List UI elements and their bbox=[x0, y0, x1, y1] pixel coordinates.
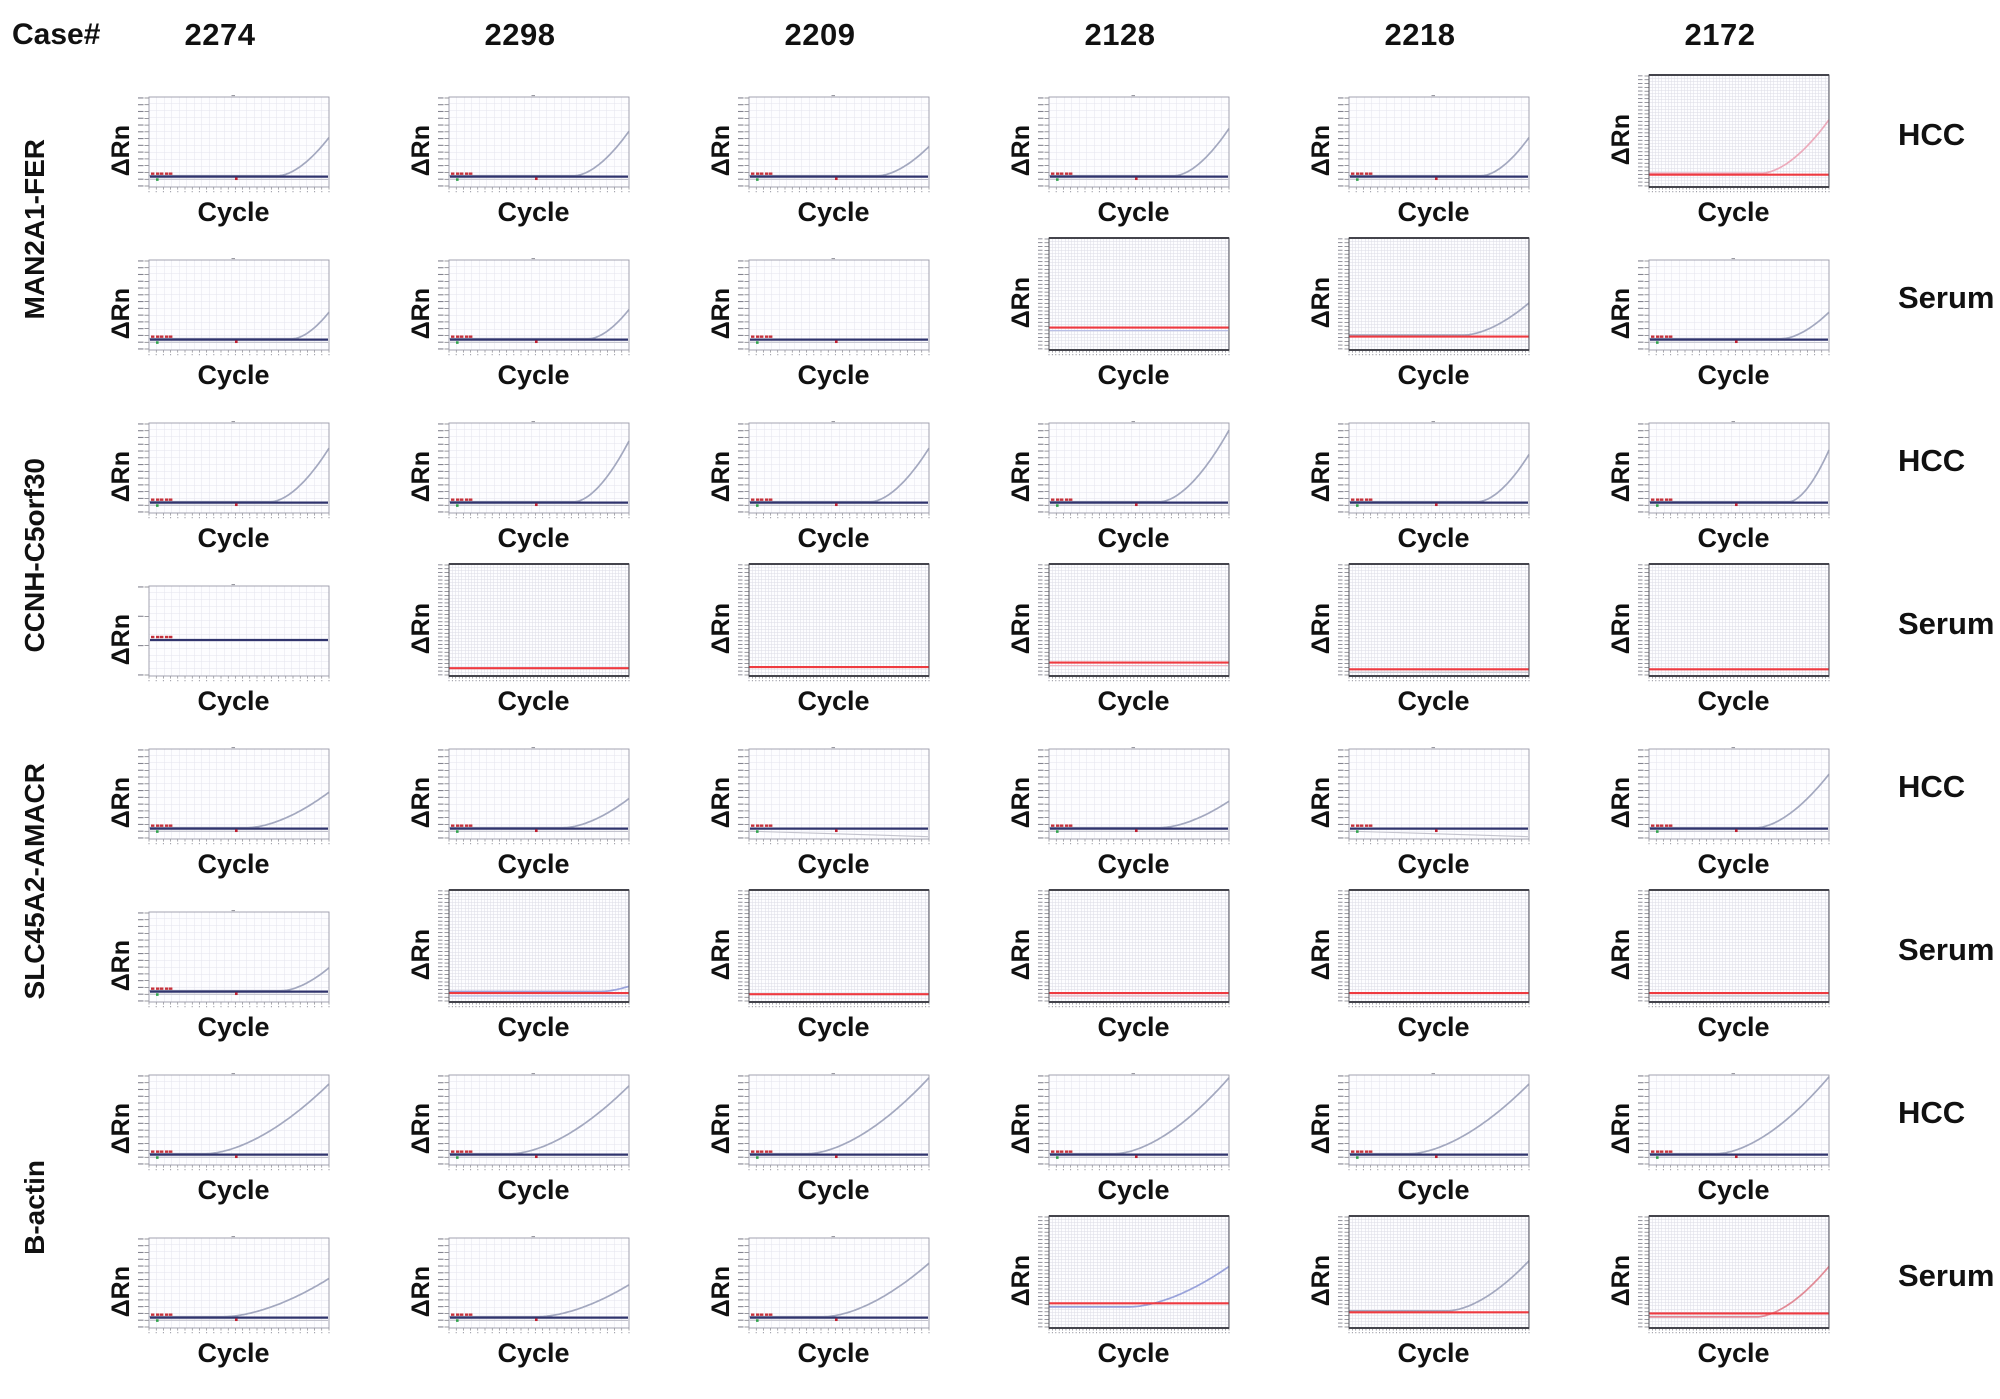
gene-row-label bbox=[0, 1044, 70, 1370]
x-axis-label: Cycle bbox=[1397, 849, 1469, 881]
y-axis-label: ΔRn bbox=[1309, 277, 1334, 328]
plot-cell bbox=[1270, 555, 1570, 718]
y-axis-label: ΔRn bbox=[1309, 603, 1334, 654]
sample-tag bbox=[151, 335, 172, 337]
y-axis-label: ΔRn bbox=[1609, 777, 1634, 828]
tissue-label bbox=[1870, 229, 2000, 392]
x-axis-label: Cycle bbox=[797, 360, 869, 392]
amplification-plot bbox=[736, 562, 931, 686]
y-axis-label: ΔRn bbox=[709, 603, 734, 654]
case-number: 2274 bbox=[70, 17, 370, 53]
plot-cell bbox=[1570, 1207, 1870, 1370]
tissue-label bbox=[1870, 555, 2000, 718]
plot-cell bbox=[1270, 881, 1570, 1044]
y-axis-label: ΔRn bbox=[109, 614, 134, 665]
amplification-plot bbox=[736, 95, 931, 197]
x-axis-label: Cycle bbox=[197, 360, 269, 392]
tissue-label bbox=[1870, 881, 2000, 1044]
y-axis-label: ΔRn bbox=[709, 777, 734, 828]
sample-tag bbox=[451, 335, 472, 337]
sample-tag bbox=[1351, 1150, 1372, 1152]
amplification-plot bbox=[436, 1073, 631, 1175]
amplification-plot bbox=[136, 910, 331, 1012]
sample-tag bbox=[1051, 172, 1072, 174]
tissue-label-text: HCC bbox=[1870, 117, 1965, 153]
amplification-plot bbox=[1336, 747, 1531, 849]
y-axis-label: ΔRn bbox=[709, 1266, 734, 1317]
plot-cell bbox=[370, 66, 670, 229]
tissue-label-text: Serum bbox=[1870, 932, 1994, 968]
x-axis-label: Cycle bbox=[197, 1012, 269, 1044]
amplification-plot bbox=[1336, 421, 1531, 523]
plot-cell bbox=[1270, 718, 1570, 881]
tissue-label bbox=[1870, 718, 2000, 881]
gene-row-label bbox=[0, 392, 70, 718]
amplification-plot bbox=[1036, 562, 1231, 686]
x-axis-label: Cycle bbox=[1697, 523, 1769, 555]
amplification-plot bbox=[436, 95, 631, 197]
amplification-plot bbox=[136, 95, 331, 197]
amplification-plot bbox=[736, 258, 931, 360]
y-axis-label: ΔRn bbox=[109, 940, 134, 991]
amplification-plot bbox=[436, 421, 631, 523]
plot-cell bbox=[70, 1207, 370, 1370]
amplification-plot bbox=[1036, 1214, 1231, 1338]
x-axis-label: Cycle bbox=[497, 523, 569, 555]
tissue-label-text: Serum bbox=[1870, 606, 1994, 642]
y-axis-label: ΔRn bbox=[1609, 603, 1634, 654]
x-axis-label: Cycle bbox=[1097, 523, 1169, 555]
sample-tag bbox=[151, 1150, 172, 1152]
plot-cell bbox=[370, 392, 670, 555]
x-axis-label: Cycle bbox=[1097, 197, 1169, 229]
x-axis-label: Cycle bbox=[1697, 1175, 1769, 1207]
amplification-plot bbox=[1636, 1073, 1831, 1175]
amplification-plot bbox=[436, 562, 631, 686]
sample-tag bbox=[1351, 498, 1372, 500]
plot-cell bbox=[370, 718, 670, 881]
y-axis-label: ΔRn bbox=[709, 125, 734, 176]
y-axis-label: ΔRn bbox=[409, 1103, 434, 1154]
x-axis-label: Cycle bbox=[1397, 523, 1469, 555]
x-axis-label: Cycle bbox=[1697, 1338, 1769, 1370]
amplification-plot bbox=[1636, 888, 1831, 1012]
sample-tag bbox=[751, 1150, 772, 1152]
x-axis-label: Cycle bbox=[797, 1012, 869, 1044]
amplification-plot bbox=[136, 584, 331, 686]
plot-cell bbox=[70, 718, 370, 881]
plot-cell bbox=[1570, 392, 1870, 555]
amplification-plot bbox=[436, 888, 631, 1012]
x-axis-label: Cycle bbox=[1397, 197, 1469, 229]
plot-cell bbox=[70, 1044, 370, 1207]
header-row bbox=[0, 4, 2000, 66]
amplification-plot bbox=[1636, 562, 1831, 686]
y-axis-label: ΔRn bbox=[1009, 1255, 1034, 1306]
y-axis-label: ΔRn bbox=[1309, 451, 1334, 502]
amplification-plot bbox=[1336, 562, 1531, 686]
sample-tag bbox=[751, 498, 772, 500]
sample-tag bbox=[1351, 172, 1372, 174]
plot-cell bbox=[670, 881, 970, 1044]
sample-tag bbox=[151, 498, 172, 500]
amplification-plot bbox=[1336, 888, 1531, 1012]
sample-tag bbox=[1051, 498, 1072, 500]
sample-tag bbox=[151, 1313, 172, 1315]
gene-row-label bbox=[0, 718, 70, 1044]
amplification-plot bbox=[1036, 747, 1231, 849]
x-axis-label: Cycle bbox=[497, 1338, 569, 1370]
gene-row-label-text: B-actin bbox=[19, 1160, 51, 1255]
amplification-plot bbox=[136, 1073, 331, 1175]
y-axis-label: ΔRn bbox=[1609, 929, 1634, 980]
x-axis-label: Cycle bbox=[197, 849, 269, 881]
plot-cell bbox=[970, 66, 1270, 229]
plot-cell bbox=[970, 555, 1270, 718]
plot-cell bbox=[1270, 392, 1570, 555]
x-axis-label: Cycle bbox=[197, 523, 269, 555]
sample-tag bbox=[151, 172, 172, 174]
amplification-plot bbox=[1336, 236, 1531, 360]
plot-cell bbox=[970, 718, 1270, 881]
x-axis-label: Cycle bbox=[197, 197, 269, 229]
sample-tag bbox=[1051, 1150, 1072, 1152]
amplification-plot bbox=[1036, 1073, 1231, 1175]
x-axis-label: Cycle bbox=[1397, 686, 1469, 718]
y-axis-label: ΔRn bbox=[1009, 603, 1034, 654]
amplification-plot bbox=[1636, 258, 1831, 360]
sample-tag bbox=[1651, 824, 1672, 826]
amplification-plot bbox=[436, 747, 631, 849]
case-number: 2128 bbox=[970, 17, 1270, 53]
plot-cell bbox=[70, 881, 370, 1044]
plot-cell bbox=[70, 555, 370, 718]
case-number-label: Case# bbox=[0, 18, 70, 52]
plot-cell bbox=[1570, 881, 1870, 1044]
plot-cell bbox=[670, 555, 970, 718]
tissue-label-text: HCC bbox=[1870, 443, 1965, 479]
x-axis-label: Cycle bbox=[797, 1338, 869, 1370]
y-axis-label: ΔRn bbox=[409, 777, 434, 828]
sample-tag bbox=[751, 172, 772, 174]
amplification-plot bbox=[1336, 1073, 1531, 1175]
plot-cell bbox=[670, 229, 970, 392]
x-axis-label: Cycle bbox=[197, 1338, 269, 1370]
x-axis-label: Cycle bbox=[1097, 686, 1169, 718]
y-axis-label: ΔRn bbox=[1609, 1255, 1634, 1306]
amplification-plot bbox=[1036, 95, 1231, 197]
y-axis-label: ΔRn bbox=[109, 1103, 134, 1154]
plot-cell bbox=[670, 1044, 970, 1207]
tissue-label bbox=[1870, 1207, 2000, 1370]
gene-row-label-text: MAN2A1-FER bbox=[19, 139, 51, 319]
y-axis-label: ΔRn bbox=[109, 288, 134, 339]
amplification-plot bbox=[136, 258, 331, 360]
y-axis-label: ΔRn bbox=[1009, 1103, 1034, 1154]
x-axis-label: Cycle bbox=[797, 686, 869, 718]
x-axis-label: Cycle bbox=[1397, 1175, 1469, 1207]
plot-cell bbox=[370, 1207, 670, 1370]
sample-tag bbox=[1051, 824, 1072, 826]
x-axis-label: Cycle bbox=[497, 1012, 569, 1044]
amplification-plot bbox=[736, 1073, 931, 1175]
plots-grid bbox=[0, 66, 2000, 1370]
amplification-plot bbox=[1636, 1214, 1831, 1338]
plot-cell bbox=[1570, 1044, 1870, 1207]
plot-cell bbox=[970, 1044, 1270, 1207]
y-axis-label: ΔRn bbox=[409, 603, 434, 654]
plot-cell bbox=[1270, 229, 1570, 392]
y-axis-label: ΔRn bbox=[709, 1103, 734, 1154]
amplification-plot bbox=[736, 421, 931, 523]
x-axis-label: Cycle bbox=[497, 686, 569, 718]
tissue-label-text: HCC bbox=[1870, 769, 1965, 805]
case-number: 2298 bbox=[370, 17, 670, 53]
x-axis-label: Cycle bbox=[1697, 197, 1769, 229]
y-axis-label: ΔRn bbox=[709, 288, 734, 339]
y-axis-label: ΔRn bbox=[409, 929, 434, 980]
amplification-plot bbox=[1636, 421, 1831, 523]
x-axis-label: Cycle bbox=[1397, 360, 1469, 392]
x-axis-label: Cycle bbox=[1097, 1175, 1169, 1207]
y-axis-label: ΔRn bbox=[409, 1266, 434, 1317]
x-axis-label: Cycle bbox=[1097, 360, 1169, 392]
amplification-plot bbox=[436, 258, 631, 360]
gene-row-label bbox=[0, 66, 70, 392]
sample-tag bbox=[151, 824, 172, 826]
sample-tag bbox=[451, 172, 472, 174]
plot-cell bbox=[670, 1207, 970, 1370]
plot-cell bbox=[970, 229, 1270, 392]
amplification-plot bbox=[736, 747, 931, 849]
tissue-label-text: Serum bbox=[1870, 1258, 1994, 1294]
plot-cell bbox=[670, 66, 970, 229]
amplification-plot bbox=[736, 888, 931, 1012]
plot-cell bbox=[970, 392, 1270, 555]
y-axis-label: ΔRn bbox=[109, 1266, 134, 1317]
case-number: 2209 bbox=[670, 17, 970, 53]
y-axis-label: ΔRn bbox=[1009, 451, 1034, 502]
x-axis-label: Cycle bbox=[1697, 686, 1769, 718]
y-axis-label: ΔRn bbox=[1009, 929, 1034, 980]
plot-cell bbox=[70, 392, 370, 555]
y-axis-label: ΔRn bbox=[109, 777, 134, 828]
sample-tag bbox=[1651, 498, 1672, 500]
sample-tag bbox=[151, 987, 172, 989]
y-axis-label: ΔRn bbox=[1309, 1103, 1334, 1154]
sample-tag bbox=[451, 824, 472, 826]
x-axis-label: Cycle bbox=[197, 1175, 269, 1207]
tissue-label bbox=[1870, 66, 2000, 229]
y-axis-label: ΔRn bbox=[1309, 1255, 1334, 1306]
x-axis-label: Cycle bbox=[1397, 1012, 1469, 1044]
plot-cell bbox=[1270, 1044, 1570, 1207]
plot-cell bbox=[1270, 1207, 1570, 1370]
amplification-plot bbox=[136, 747, 331, 849]
amplification-plot bbox=[136, 1236, 331, 1338]
qpcr-amplification-figure bbox=[0, 4, 2000, 1370]
plot-cell bbox=[1270, 66, 1570, 229]
x-axis-label: Cycle bbox=[1697, 1012, 1769, 1044]
y-axis-label: ΔRn bbox=[1609, 451, 1634, 502]
plot-cell bbox=[970, 1207, 1270, 1370]
plot-cell bbox=[1570, 229, 1870, 392]
y-axis-label: ΔRn bbox=[709, 451, 734, 502]
y-axis-label: ΔRn bbox=[109, 125, 134, 176]
amplification-plot bbox=[736, 1236, 931, 1338]
tissue-label bbox=[1870, 392, 2000, 555]
tissue-label-text: HCC bbox=[1870, 1095, 1965, 1131]
case-number: 2218 bbox=[1270, 17, 1570, 53]
x-axis-label: Cycle bbox=[797, 197, 869, 229]
plot-cell bbox=[1570, 718, 1870, 881]
plot-cell bbox=[670, 392, 970, 555]
amplification-plot bbox=[1036, 888, 1231, 1012]
x-axis-label: Cycle bbox=[1697, 360, 1769, 392]
x-axis-label: Cycle bbox=[1397, 1338, 1469, 1370]
sample-tag bbox=[751, 335, 772, 337]
sample-tag bbox=[751, 1313, 772, 1315]
x-axis-label: Cycle bbox=[797, 1175, 869, 1207]
tissue-label-text: Serum bbox=[1870, 280, 1994, 316]
amplification-plot bbox=[1036, 421, 1231, 523]
y-axis-label: ΔRn bbox=[1009, 125, 1034, 176]
y-axis-label: ΔRn bbox=[109, 451, 134, 502]
x-axis-label: Cycle bbox=[797, 523, 869, 555]
sample-tag bbox=[451, 1313, 472, 1315]
amplification-plot bbox=[1336, 1214, 1531, 1338]
amplification-plot bbox=[436, 1236, 631, 1338]
x-axis-label: Cycle bbox=[197, 686, 269, 718]
y-axis-label: ΔRn bbox=[1609, 114, 1634, 165]
plot-cell bbox=[1570, 66, 1870, 229]
plot-cell bbox=[1570, 555, 1870, 718]
sample-tag bbox=[1651, 1150, 1672, 1152]
y-axis-label: ΔRn bbox=[1309, 125, 1334, 176]
y-axis-label: ΔRn bbox=[409, 451, 434, 502]
gene-row-label-text: CCNH-C5orf30 bbox=[19, 458, 51, 652]
sample-tag bbox=[1351, 824, 1372, 826]
gene-row-label-text: SLC45A2-AMACR bbox=[19, 763, 51, 999]
sample-tag bbox=[451, 1150, 472, 1152]
x-axis-label: Cycle bbox=[1097, 1012, 1169, 1044]
amplification-plot bbox=[1636, 73, 1831, 197]
x-axis-label: Cycle bbox=[497, 360, 569, 392]
plot-cell bbox=[370, 881, 670, 1044]
x-axis-label: Cycle bbox=[797, 849, 869, 881]
y-axis-label: ΔRn bbox=[1009, 277, 1034, 328]
amplification-plot bbox=[136, 421, 331, 523]
y-axis-label: ΔRn bbox=[1309, 777, 1334, 828]
plot-cell bbox=[370, 555, 670, 718]
amplification-plot bbox=[1336, 95, 1531, 197]
amplification-plot bbox=[1036, 236, 1231, 360]
y-axis-label: ΔRn bbox=[409, 288, 434, 339]
y-axis-label: ΔRn bbox=[1309, 929, 1334, 980]
plot-cell bbox=[670, 718, 970, 881]
x-axis-label: Cycle bbox=[497, 849, 569, 881]
case-number: 2172 bbox=[1570, 17, 1870, 53]
sample-tag bbox=[1651, 335, 1672, 337]
x-axis-label: Cycle bbox=[497, 1175, 569, 1207]
plot-cell bbox=[370, 1044, 670, 1207]
plot-cell bbox=[370, 229, 670, 392]
tissue-label bbox=[1870, 1044, 2000, 1207]
sample-tag bbox=[751, 824, 772, 826]
x-axis-label: Cycle bbox=[1097, 1338, 1169, 1370]
x-axis-label: Cycle bbox=[497, 197, 569, 229]
amplification-plot bbox=[1636, 747, 1831, 849]
y-axis-label: ΔRn bbox=[1609, 288, 1634, 339]
plot-cell bbox=[70, 66, 370, 229]
y-axis-label: ΔRn bbox=[409, 125, 434, 176]
x-axis-label: Cycle bbox=[1097, 849, 1169, 881]
sample-tag bbox=[151, 636, 172, 638]
plot-cell bbox=[970, 881, 1270, 1044]
sample-tag bbox=[451, 498, 472, 500]
y-axis-label: ΔRn bbox=[709, 929, 734, 980]
y-axis-label: ΔRn bbox=[1009, 777, 1034, 828]
y-axis-label: ΔRn bbox=[1609, 1103, 1634, 1154]
x-axis-label: Cycle bbox=[1697, 849, 1769, 881]
plot-cell bbox=[70, 229, 370, 392]
